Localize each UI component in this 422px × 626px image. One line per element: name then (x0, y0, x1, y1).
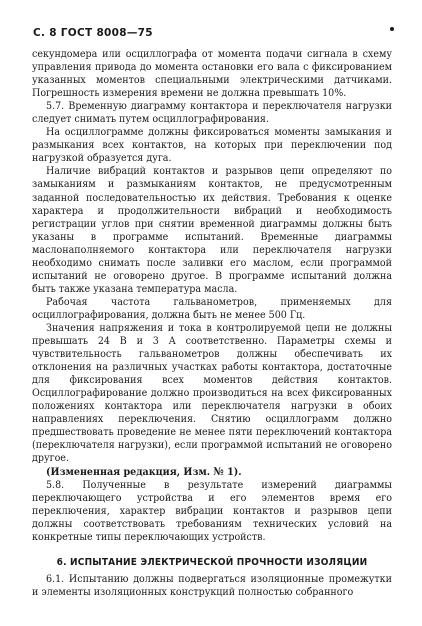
paragraph-5-8: 5.8. Полученные в результате измерений диаграммы переключающего устройства и его элементов время его переключения, характер вибрации контактов и разрывов цепи должны соответствовать требованиям технических условий на конкретные типы переключающих устройств. (32, 478, 392, 543)
body-text (32, 48, 392, 599)
paragraph-6-1: 6.1. Испытанию должны подвергаться изоляционные промежутки и элементы изоляционных конструкций полностью собранного (32, 572, 392, 598)
paragraph-5-7: 5.7. Временную диаграмму контактора и переключателя нагрузки следует снимать путем осциллографирования. (32, 100, 392, 126)
paragraph-voltage-current: Значения напряжения и тока в контролируемой цепи не должны превышать 24 В и 3 А соответственно. Параметры схемы и чувствительность гальванометров должны обеспечивать их отклонения на различных участках работы контактора, достаточные для фиксирования всех моментов действия контактов. Осциллографирование должно производиться на всех фиксированных положениях контактора или переключателя нагрузки в обоих направлениях переключения. Снятию осциллограмм должно предшествовать проведение не менее пяти переключений контактора (переключателя нагрузки), если программой испытаний не оговорено другое. (32, 321, 392, 465)
paragraph-frequency: Рабочая частота гальванометров, применяемых для осциллографирования, должна быть не менее 500 Гц. (32, 295, 392, 321)
paragraph-vibrations: Наличие вибраций контактов и разрывов цепи определяют по замыканиям и размыканиям контактов, не предусмотренным заданной последовательностью их действия. Требования к оценке характера и продолжительности вибраций и необходимость регистрации углов при снятии временной диаграммы должны быть указаны в программе испытаний. Временные диаграммы маслонаполняемого контактора или переключателя нагрузки необходимо снимать после заливки его маслом, если программой испытаний не оговорено другое. В программе испытаний должна быть также указана температура масла. (32, 165, 392, 295)
margin-dot (390, 27, 394, 31)
amendment-note: (Измененная редакция, Изм. № 1). (46, 465, 242, 478)
paragraph-continuation: секундомера или осциллографа от момента подачи сигнала в схему управления привода до момента остановки его вала с фиксированием указанных моментов специальными электрическими датчиками. Погрешность измерения времени не должна превышать 10%. (32, 48, 392, 100)
page-header: С. 8 ГОСТ 8008—75 (33, 27, 153, 39)
section-6-title: 6. ИСПЫТАНИЕ ЭЛЕКТРИЧЕСКОЙ ПРОЧНОСТИ ИЗОЛЯЦИИ (56, 556, 368, 568)
paragraph-oscillogram: На осциллограмме должны фиксироваться моменты замыкания и размыкания всех контактов, на которых при переключении под нагрузкой образуется дуга. (32, 126, 392, 165)
